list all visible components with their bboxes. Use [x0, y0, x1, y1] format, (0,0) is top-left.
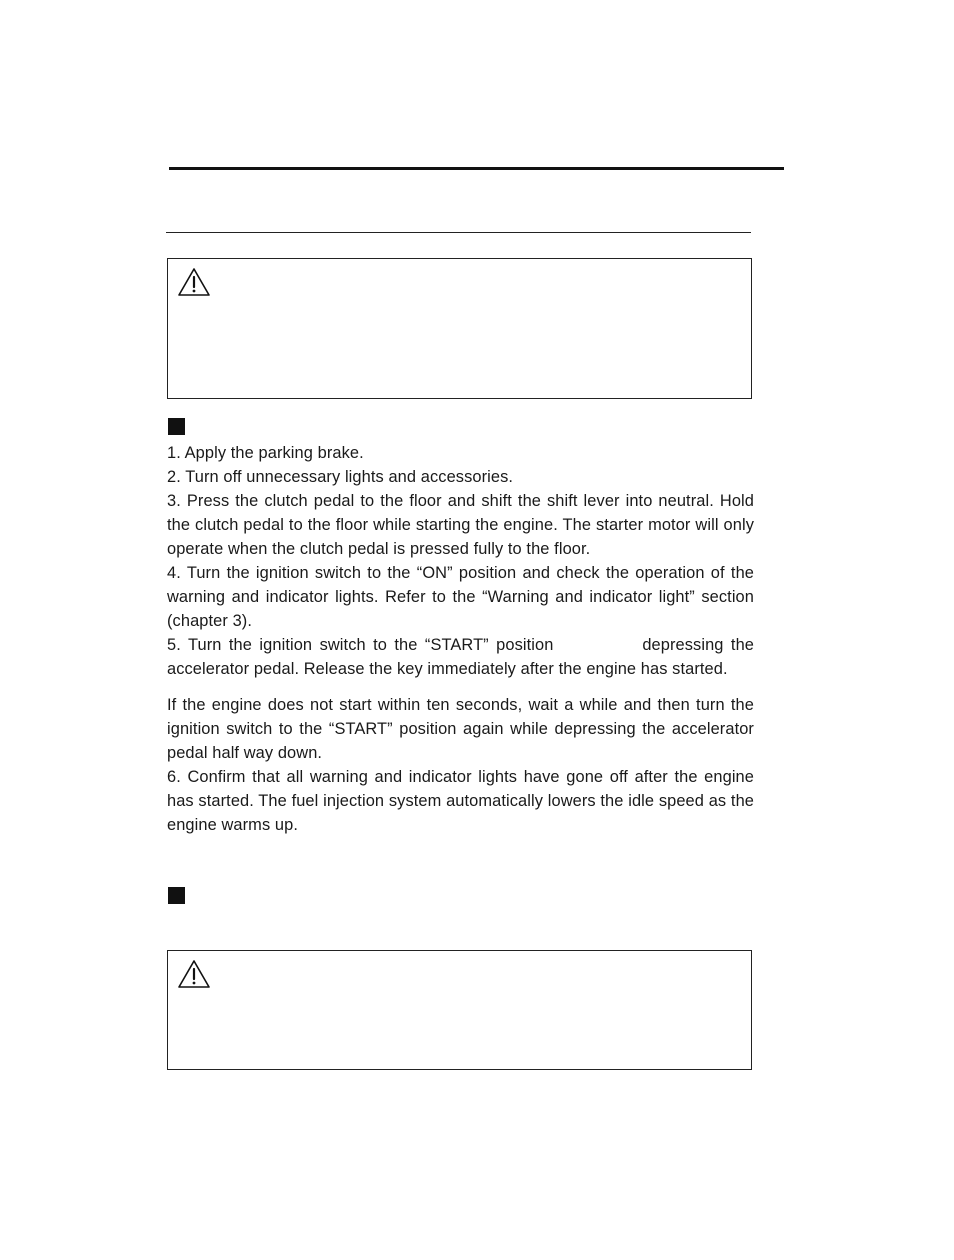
section-square-icon	[168, 418, 185, 435]
warning-box-2	[167, 950, 752, 1070]
section-square-icon-2	[168, 887, 185, 904]
step-6: 6. Confirm that all warning and indicator lights have gone off after the engine has started. The fuel injection system automatically lowers the idle speed as the engine warms up.	[167, 768, 754, 834]
starting-procedure-text	[167, 441, 754, 837]
warning-box-1	[167, 258, 752, 399]
header-rule-thin	[166, 232, 751, 233]
step-5-part-a: 5. Turn the ignition switch to the “START” position	[167, 636, 554, 654]
step-1: 1. Apply the parking brake.	[167, 444, 364, 462]
header-rule-thick	[169, 167, 784, 170]
step-5	[167, 633, 754, 681]
step-3: 3. Press the clutch pedal to the floor and shift the shift lever into neutral. Hold the clutch pedal to the floor while starting the engine. The starter motor will only operate when the clutch pedal is pressed fully to the floor.	[167, 492, 754, 558]
warning-triangle-icon	[177, 267, 211, 297]
step-5-part-b: depressing the accelerator pedal. Release the key immediately after the engine has started.	[167, 636, 755, 678]
step-4: 4. Turn the ignition switch to the “ON” position and check the operation of the warning and indicator lights. Refer to the “Warning and indicator light” section (chapter 3).	[167, 564, 754, 630]
retry-note: If the engine does not start within ten seconds, wait a while and then turn the ignition switch to the “START” position again while depressing the accelerator pedal half way down.	[167, 696, 754, 762]
warning-triangle-icon-2	[177, 959, 211, 989]
step-2: 2. Turn off unnecessary lights and accessories.	[167, 468, 514, 486]
